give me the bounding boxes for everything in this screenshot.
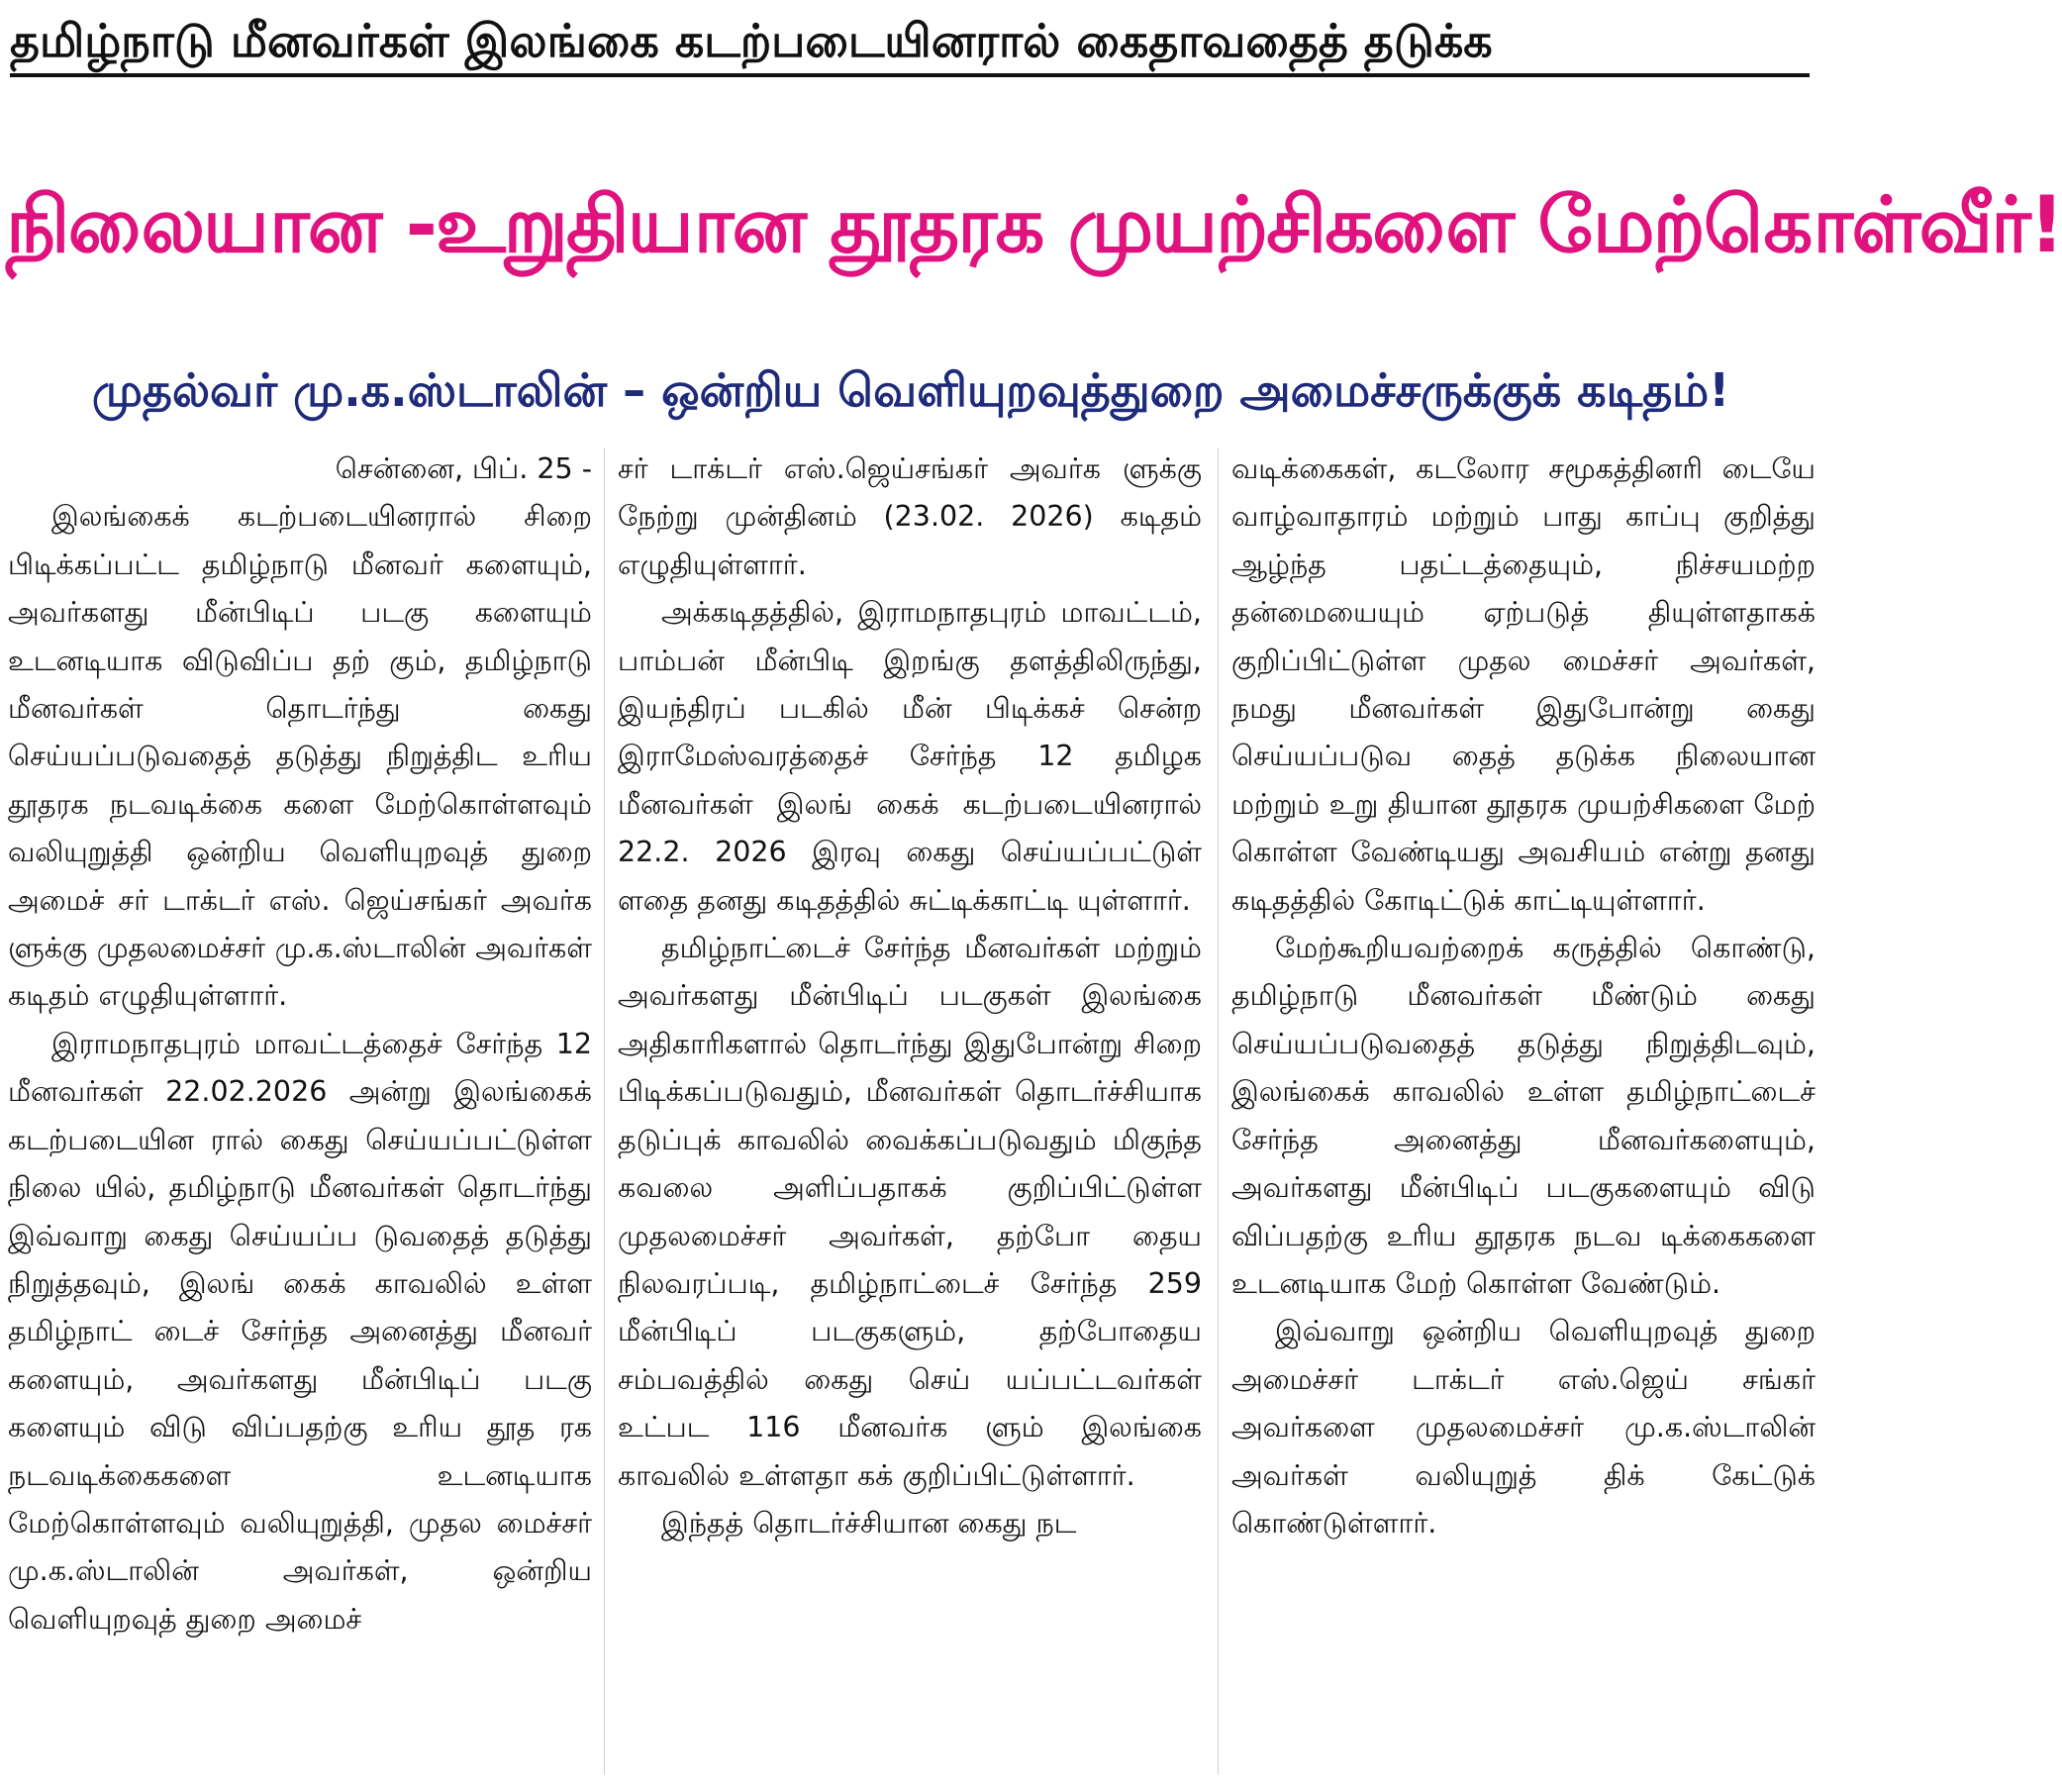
paragraph: அக்கடிதத்தில், இராமநாதபுரம் மாவட்டம், பாம்பன் மீன்பிடி இறங்கு தளத்திலிருந்து, இயந்திரப் படகில் மீன் பிடிக்கச் சென்ற இராமேஸ்வரத்தைச் சேர்ந்த 12 தமிழக மீனவர்கள் இலங் கைக் கடற்படையினரால் 22.2. 2026 இரவு கைது செய்யப்பட்டுள் ளதை தனது கடிதத்தில் சுட்டிக்காட்டி யுள்ளார். [618, 596, 1202, 917]
paragraph: இந்தத் தொடர்ச்சியான கைது நட [661, 1506, 1077, 1540]
paragraph: மேற்கூறியவற்றைக் கருத்தில் கொண்டு, தமிழ்நாடு மீனவர்கள் மீண்டும் கைது செய்யப்படுவதைத் தடுத்து நிறுத்திடவும், இலங்கைக் காவலில் உள்ள தமிழ்நாட்டைச் சேர்ந்த அனைத்து மீனவர்களையும், அவர்களது மீன்பிடிப் படகுகளையும் விடு விப்பதற்கு உரிய தூதரக நடவ டிக்கைகளை உடனடியாக மேற் கொள்ள வேண்டும். [1231, 932, 1816, 1300]
paragraph: வடிக்கைகள், கடலோர சமூகத்தினரி டையே வாழ்வாதாரம் மற்றும் பாது காப்பு குறித்து ஆழ்ந்த பதட்டத்தையும், நிச்சயமற்ற தன்மையையும் ஏற்படுத் தியுள்ளதாகக் குறிப்பிட்டுள்ள முதல மைச்சர் அவர்கள், நமது மீனவர்கள் இதுபோன்று கைது செய்யப்படுவ தைத் தடுக்க நிலையான மற்றும் உறு தியான தூதரக முயற்சிகளை மேற் கொள்ள வேண்டியது அவசியம் என்று தனது கடிதத்தில் கோடிட்டுக் காட்டியுள்ளார். [1231, 452, 1816, 917]
paragraph: இவ்வாறு ஒன்றிய வெளியுறவுத் துறை அமைச்சர் டாக்டர் எஸ்.ஜெய் சங்கர் அவர்களை முதலமைச்சர் மு.க.ஸ்டாலின் அவர்கள் வலியுறுத் திக் கேட்டுக் கொண்டுள்ளார். [1231, 1315, 1816, 1540]
subheadline: முதல்வர் மு.க.ஸ்டாலின் – ஒன்றிய வெளியுறவுத்துறை அமைச்சருக்குக் கடிதம்! [91, 363, 1730, 417]
column-divider [1218, 448, 1219, 1774]
paragraph: இராமநாதபுரம் மாவட்டத்தைச் சேர்ந்த 12 மீனவர்கள் 22.02.2026 அன்று இலங்கைக் கடற்படையின ரால் கைது செய்யப்பட்டுள்ள நிலை யில், தமிழ்நாடு மீனவர்கள் தொடர்ந்து இவ்வாறு கைது செய்யப்ப டுவதைத் தடுத்து நிறுத்தவும், இலங் கைக் காவலில் உள்ள தமிழ்நாட் டைச் சேர்ந்த அனைத்து மீனவர் களையும், அவர்களது மீன்பிடிப் படகு களையும் விடு விப்பதற்கு உரிய தூத ரக நடவடிக்கைகளை உடனடியாக மேற்கொள்ளவும் வலியுறுத்தி, முதல மைச்சர் மு.க.ஸ்டாலின் அவர்கள், ஒன்றிய வெளியுறவுத் துறை அமைச் [8, 1027, 592, 1636]
column-divider [604, 448, 605, 1774]
main-headline: நிலையான -உறுதியான தூதரக முயற்சிகளை மேற்கொள்வீர்! [6, 181, 2062, 270]
paragraph: சர் டாக்டர் எஸ்.ஜெய்சங்கர் அவர்க ளுக்கு நேற்று முன்தினம் (23.02. 2026) கடிதம் எழுதியுள்ளார். [618, 452, 1202, 581]
paragraph: தமிழ்நாட்டைச் சேர்ந்த மீனவர்கள் மற்றும் அவர்களது மீன்பிடிப் படகுகள் இலங்கை அதிகாரிகளால் தொடர்ந்து இதுபோன்று சிறை பிடிக்கப்படுவதும், மீனவர்கள் தொடர்ச்சியாக தடுப்புக் காவலில் வைக்கப்படுவதும் மிகுந்த கவலை அளிப்பதாகக் குறிப்பிட்டுள்ள முதலமைச்சர் அவர்கள், தற்போ தைய நிலவரப்படி, தமிழ்நாட்டைச் சேர்ந்த 259 மீன்பிடிப் படகுகளும், தற்போதைய சம்பவத்தில் கைது செய் யப்பட்டவர்கள் உட்பட 116 மீனவர்க ளும் இலங்கை காவலில் உள்ளதா கக் குறிப்பிட்டுள்ளார். [618, 932, 1202, 1492]
dateline: சென்னை, பிப். 25 - [335, 452, 592, 485]
article-column-2 [618, 446, 1202, 1777]
article-column-3 [1231, 446, 1816, 1777]
article-column-1 [8, 446, 592, 1777]
kicker-headline: தமிழ்நாடு மீனவர்கள் இலங்கை கடற்படையினரால் கைதாவதைத் தடுக்க [10, 4, 1810, 77]
paragraph: இலங்கைக் கடற்படையினரால் சிறை பிடிக்கப்பட்ட தமிழ்நாடு மீனவர் களையும், அவர்களது மீன்பிடிப் படகு களையும் உடனடியாக விடுவிப்ப தற் கும், தமிழ்நாடு மீனவர்கள் தொடர்ந்து கைது செய்யப்படுவதைத் தடுத்து நிறுத்திட உரிய தூதரக நடவடிக்கை களை மேற்கொள்ளவும் வலியுறுத்தி ஒன்றிய வெளியுறவுத் துறை அமைச் சர் டாக்டர் எஸ். ஜெய்சங்கர் அவர்க ளுக்கு முதலமைச்சர் மு.க.ஸ்டாலின் அவர்கள் கடிதம் எழுதியுள்ளார். [8, 500, 592, 1013]
